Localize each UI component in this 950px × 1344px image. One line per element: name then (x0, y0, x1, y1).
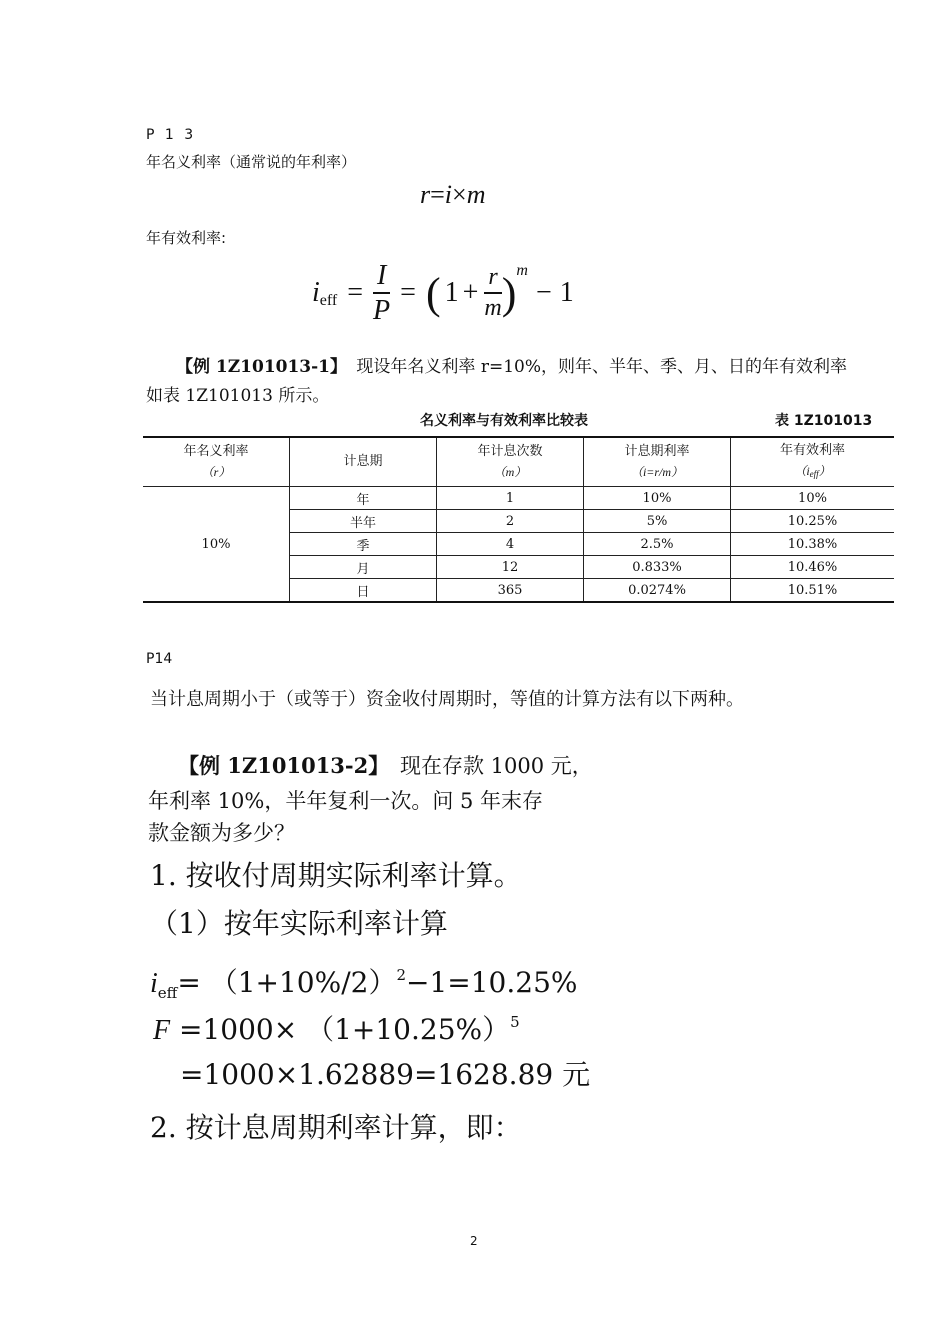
effective-rate-formula (312, 258, 574, 328)
formula-2-den-m: m (484, 295, 502, 321)
period-rate-cell: 0.0274% (584, 579, 731, 603)
calc-2-sup: 5 (510, 1013, 520, 1031)
formula-2-exp: m (516, 262, 528, 279)
period-cell: 半年 (290, 510, 437, 533)
header-nominal-rate: 年名义利率 （r） (143, 437, 290, 487)
effective-rate-cell: 10.38% (731, 533, 895, 556)
example-1-text-1: 现设年名义利率 r=10%，则年、半年、季、月、日的年有效利率 (356, 357, 847, 377)
count-cell: 2 (437, 510, 584, 533)
formula-2-eq2: = (400, 277, 416, 308)
period-rate-cell: 0.833% (584, 556, 731, 579)
example-1-text-2: 如表 1Z101013 所示。 (146, 386, 330, 406)
formula-2-fraction-rm (484, 265, 501, 321)
formula-2-num-r: r (488, 263, 498, 290)
method-2-heading: 2. 按计息周期利率计算，即： (150, 1111, 522, 1144)
calc-1-i: i (150, 968, 158, 999)
method-1-heading: 1. 按收付周期实际利率计算。 (150, 859, 522, 892)
example-2-label: 【例 1Z101013-2】 (178, 753, 390, 778)
example-1-line-1 (176, 352, 847, 377)
rate-comparison-table (143, 436, 894, 603)
table-header-row (143, 437, 894, 487)
calc-1-sub: eff (157, 984, 178, 1002)
calc-line-2 (153, 1008, 520, 1048)
example-1-label: 【例 1Z101013-1】 (176, 357, 348, 377)
formula-1-i: i (444, 180, 453, 209)
formula-2-i: i (312, 277, 320, 308)
period-cell: 季 (290, 533, 437, 556)
period-cell: 日 (290, 579, 437, 603)
formula-1-m: m (466, 180, 486, 209)
nominal-rate-label: 年名义利率（通常说的年利率） (146, 153, 357, 171)
formula-1-r: r (420, 180, 431, 209)
calc-1-rest: = （1+10%/2） (177, 966, 397, 999)
table-number: 表 1Z101013 (775, 413, 873, 429)
calc-1-sup: 2 (396, 966, 406, 984)
count-cell: 12 (437, 556, 584, 579)
period-cell: 年 (290, 487, 437, 510)
p14-intro-text: 当计息周期小于（或等于）资金收付周期时，等值的计算方法有以下两种。 (150, 689, 744, 710)
header-effective-rate: 年有效利率 $(i_{eff})$ (731, 437, 895, 487)
page-ref-p14: P14 (146, 651, 173, 667)
period-rate-cell: 5% (584, 510, 731, 533)
fraction-bar (373, 292, 390, 294)
header-period-rate: 计息期利率 （i=r/m） (584, 437, 731, 487)
period-cell: 月 (290, 556, 437, 579)
nominal-rate-formula (420, 180, 485, 210)
example-2-text-3: 款金额为多少？ (148, 821, 295, 845)
count-cell: 1 (437, 487, 584, 510)
method-1-subheading: （1）按年实际利率计算 (150, 907, 448, 940)
example-2-text-1: 现在存款 1000 元， (399, 754, 593, 778)
period-rate-cell: 2.5% (584, 533, 731, 556)
nominal-rate-cell: 10% (143, 487, 290, 603)
effective-rate-cell: 10.25% (731, 510, 895, 533)
formula-2-den-p: P (373, 295, 391, 326)
formula-2-plus: + (462, 277, 479, 308)
header-compounding-count: 年计息次数 （m） (437, 437, 584, 487)
calc-2-rest: =1000× （1+10.25%） (170, 1013, 511, 1046)
example-2-line-1 (178, 750, 593, 780)
page-ref-p13: P 1 3 (146, 127, 197, 143)
formula-1-eq: = (430, 180, 445, 209)
formula-2-eq1: = (347, 277, 364, 308)
formula-2-minus: − (535, 277, 552, 308)
calc-line-3: =1000×1.62889=1628.89 元 (180, 1058, 591, 1091)
effective-rate-cell: 10% (731, 487, 895, 510)
effective-rate-label: 年有效利率: (146, 229, 227, 247)
calc-line-1 (150, 961, 578, 1002)
example-2-text-2: 年利率 10%，半年复利一次。问 5 年末存 (148, 789, 544, 813)
formula-1-times: × (452, 180, 467, 209)
fraction-bar (484, 292, 501, 294)
formula-2-one2: 1 (559, 277, 574, 308)
formula-2-sub: eff (319, 292, 338, 309)
calc-2-f: F (153, 1015, 171, 1046)
count-cell: 365 (437, 579, 584, 603)
header-period: 计息期 (290, 437, 437, 487)
formula-2-num-i: I (376, 259, 387, 291)
page-number: 2 (470, 1234, 478, 1248)
table-row (143, 487, 894, 510)
formula-2-one: 1 (444, 277, 459, 308)
calc-1-end: −1=10.25% (406, 966, 578, 999)
formula-2-fraction-ip (373, 261, 390, 326)
period-rate-cell: 10% (584, 487, 731, 510)
left-paren: ( (425, 268, 441, 318)
table-title: 名义利率与有效利率比较表 (420, 413, 588, 429)
effective-rate-cell: 10.51% (731, 579, 895, 603)
effective-rate-cell: 10.46% (731, 556, 895, 579)
right-paren: ) (501, 268, 517, 318)
count-cell: 4 (437, 533, 584, 556)
